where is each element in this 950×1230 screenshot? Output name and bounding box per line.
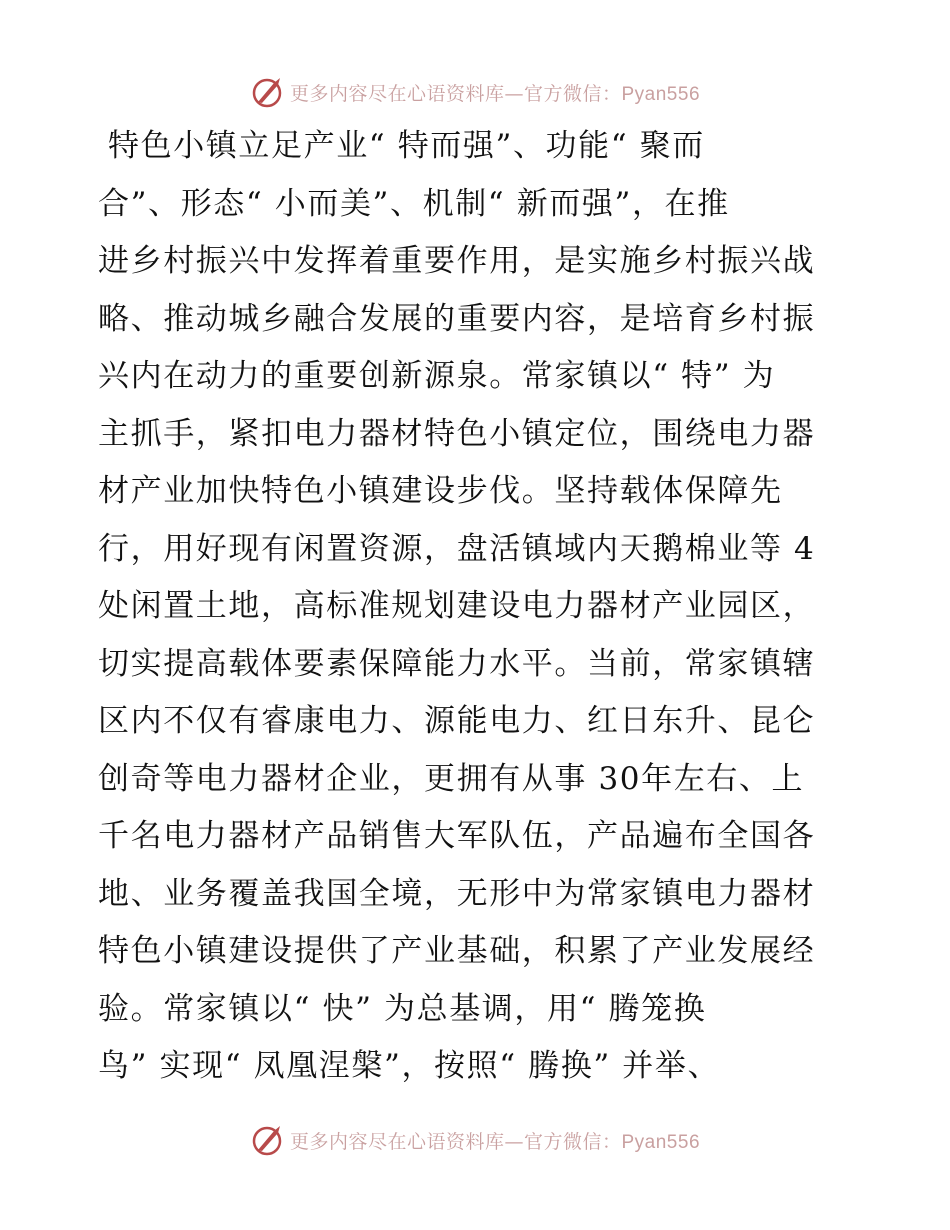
body-line: 略、推动城乡融合发展的重要内容，是培育乡村振 (98, 300, 816, 337)
header-banner-text: 更多内容尽在心语资料库—官方微信：Pyan556 (289, 82, 701, 105)
body-line: 区内不仅有睿康电力、源能电力、红日东升、昆仑 (98, 703, 816, 739)
body-line: 处闲置土地，高标准规划建设电力器材产业园区， (98, 588, 816, 624)
body-line: 地、业务覆盖我国全境，无形中为常家镇电力器材 (98, 875, 816, 912)
footer-wechat-handle: Pyan556 (621, 1131, 701, 1153)
document-body (98, 118, 858, 1096)
body-line: 创奇等电力器材企业，更拥有从事 30年左右、上 (98, 760, 805, 797)
footer-banner-text: 更多内容尽在心语资料库—官方微信：Pyan556 (289, 1130, 701, 1153)
body-line: 行，用好现有闲置资源，盘活镇域内天鹅棉业等 4 (98, 530, 816, 567)
feather-pen-logo-icon (250, 75, 284, 109)
footer-watermark-banner (0, 1120, 950, 1160)
body-line: 验。常家镇以“ 快” 为总基调，用“ 腾笼换 (98, 990, 707, 1027)
body-line: 特色小镇建设提供了产业基础，积累了产业发展经 (98, 933, 816, 969)
feather-pen-logo-icon (250, 1123, 284, 1157)
body-line: 特色小镇立足产业“ 特而强”、功能“ 聚而 (108, 128, 705, 164)
header-watermark-banner (0, 72, 950, 112)
body-line: 合”、形态“ 小而美”、机制“ 新而强”，在推 (98, 185, 730, 222)
body-line: 鸟” 实现“ 凤凰涅槃”，按照“ 腾换” 并举、 (98, 1048, 721, 1084)
body-line: 材产业加快特色小镇建设步伐。坚持载体保障先 (98, 473, 783, 509)
body-line: 切实提高载体要素保障能力水平。当前，常家镇辖 (98, 645, 816, 682)
body-line: 千名电力器材产品销售大军队伍，产品遍布全国各 (98, 818, 816, 854)
body-line: 进乡村振兴中发挥着重要作用，是实施乡村振兴战 (98, 243, 816, 279)
body-line: 兴内在动力的重要创新源泉。常家镇以“ 特” 为 (98, 358, 776, 394)
body-line: 主抓手，紧扣电力器材特色小镇定位，围绕电力器 (98, 415, 816, 452)
header-wechat-handle: Pyan556 (621, 83, 701, 105)
